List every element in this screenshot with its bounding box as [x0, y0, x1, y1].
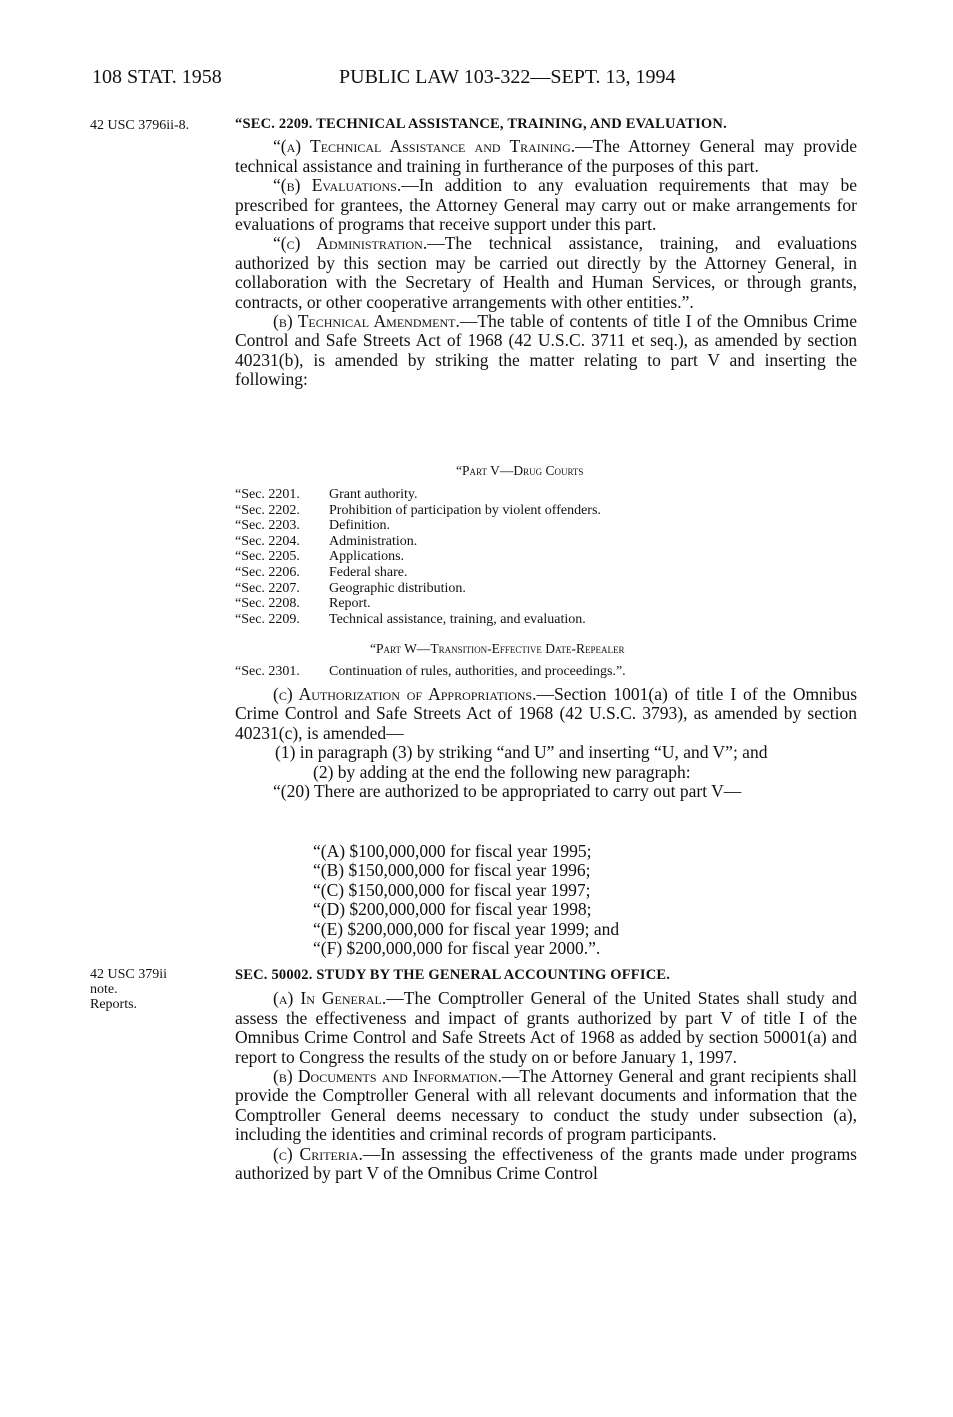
subsection-c-text: —In assessing the effectiveness of the grants made under programs authorized by part V of the Omnibus Crime Control [235, 1143, 857, 1184]
toc-sec-number: “Sec. 2206. [235, 564, 300, 580]
margin-note-line-2: note. [90, 982, 118, 997]
amount-b: “(B) $150,000,000 for fiscal year 1996; [313, 860, 591, 881]
sec-2209-subsection-b [235, 176, 857, 234]
page-stat-number: 108 STAT. 1958 [92, 66, 222, 88]
authorization-item-2: (2) by adding at the end the following new paragraph: [313, 761, 691, 782]
sec-2209-heading: “SEC. 2209. TECHNICAL ASSISTANCE, TRAINING, AND EVALUATION. [235, 116, 727, 132]
technical-amendment [235, 312, 857, 390]
toc-sec-title: Prohibition of participation by violent offenders. [329, 502, 601, 518]
toc-row [235, 534, 601, 550]
subsection-b-label: (b) Documents and Information. [273, 1066, 502, 1087]
authorization-label: (c) Authorization of Appropriations. [273, 684, 537, 704]
toc-sec-number: “Sec. 2207. [235, 580, 300, 596]
authorization-intro [235, 685, 857, 743]
toc-sec-number: “Sec. 2203. [235, 518, 300, 534]
toc-row [235, 664, 626, 680]
subsection-c-label: (c) Criteria. [273, 1143, 363, 1164]
toc-sec-title: Technical assistance, training, and evaluation. [329, 611, 586, 627]
toc-sec-number: “Sec. 2208. [235, 596, 300, 612]
toc-sec-number: “Sec. 2301. [235, 664, 300, 679]
sec-2209-block [235, 115, 857, 390]
toc-row [235, 549, 601, 565]
toc-sec-number: “Sec. 2202. [235, 502, 300, 518]
toc-part-w-list [235, 664, 626, 680]
subsection-b-label: “(b) Evaluations. [273, 175, 402, 196]
subsection-c-label: “(c) Administration. [273, 233, 428, 254]
toc-sec-title: Federal share. [329, 564, 408, 580]
subsection-a-text: —The Comptroller General of the United States shall study and assess the effectiveness and impact of grants authorized by part V of title I of the Omnibus Crime Control and Safe Streets Act of 1968 as added by section 50001(a) and report to Congress the results of the study on or before January 1, 1997. [235, 988, 857, 1067]
toc-row [235, 581, 601, 597]
toc-sec-title: Administration. [329, 533, 418, 549]
toc-row [235, 503, 601, 519]
toc-sec-title: Grant authority. [329, 487, 418, 502]
toc-sec-number: “Sec. 2201. [235, 487, 300, 502]
subsection-a-label: (a) In General. [273, 988, 387, 1009]
toc-row [235, 596, 601, 612]
amount-f: “(F) $200,000,000 for fiscal year 2000.”. [313, 938, 601, 959]
subsection-c-text: —The technical assistance, training, and evaluations authorized by this section may be carried out directly by the Attorney General, in collaboration with the Secretary of Health and Human Services, or through grants, contracts, or other cooperative arrangements with other entities.”. [235, 233, 857, 312]
subsection-a-label: “(a) Technical Assistance and Training. [273, 136, 576, 157]
running-title: PUBLIC LAW 103-322—SEPT. 13, 1994 [339, 66, 676, 88]
amount-e: “(E) $200,000,000 for fiscal year 1999; and [313, 918, 620, 939]
paragraph-20: “(20) There are authorized to be appropriated to carry out part V— [273, 781, 742, 802]
toc-row [235, 518, 601, 534]
sec-2209-subsection-c [235, 234, 857, 312]
subsection-b-text: —In addition to any evaluation requirements that may be prescribed for grantees, the Attorney General may carry out or make arrangements for evaluations of programs that receive support under this part. [235, 175, 857, 235]
toc-sec-title: Report. [329, 596, 371, 612]
sec-50002-heading: SEC. 50002. STUDY BY THE GENERAL ACCOUNTING OFFICE. [235, 967, 671, 983]
authorization-block [235, 685, 857, 801]
subsection-b-text: —The Attorney General and grant recipients shall provide the Comptroller General with all relevant documents and information that the Comptroller General deems necessary to conduct the study under subsection (a), including the identities and criminal records of program participants. [235, 1066, 857, 1145]
sec-2209-subsection-a [235, 137, 857, 176]
authorization-item-1: (1) in paragraph (3) by striking “and U” and inserting “U, and V”; and [275, 742, 768, 763]
toc-sec-number: “Sec. 2205. [235, 549, 300, 565]
margin-note-usc-3796ii-8: 42 USC 3796ii-8. [90, 118, 190, 133]
toc-part-w-title: “Part W—Transition-Effective Date-Repealer [370, 641, 625, 656]
toc-part-v-list [235, 487, 601, 627]
technical-amendment-label: (b) Technical Amendment. [273, 311, 460, 332]
amount-d: “(D) $200,000,000 for fiscal year 1998; [313, 899, 592, 920]
margin-note-line-1: 42 USC 379ii [90, 967, 168, 982]
sec-50002-block [235, 966, 857, 1183]
subsection-a-text: —The Attorney General may provide technical assistance and training in furtherance of the purposes of this part. [235, 136, 857, 176]
amount-c: “(C) $150,000,000 for fiscal year 1997; [313, 879, 591, 900]
toc-sec-title: Applications. [329, 549, 405, 565]
toc-row [235, 612, 601, 628]
sec-50002-subsection-a [235, 989, 857, 1067]
margin-note-usc-379ii [90, 967, 167, 1012]
technical-amendment-text: —The table of contents of title I of the Omnibus Crime Control and Safe Streets Act of 1968 (42 U.S.C. 3711 et seq.), as amended by section 40231(b), is amended by striking the matter relating to part V and inserting the following: [235, 311, 857, 390]
toc-row [235, 487, 601, 503]
margin-note-line-3: Reports. [90, 997, 138, 1012]
sec-50002-subsection-b [235, 1067, 857, 1145]
toc-row [235, 565, 601, 581]
toc-sec-title: Continuation of rules, authorities, and proceedings.”. [329, 664, 626, 679]
sec-50002-subsection-c [235, 1145, 857, 1184]
authorization-text: —Section 1001(a) of title I of the Omnibus Crime Control and Safe Streets Act of 1968 (42 U.S.C. 3793), as amended by section 40231(c), is amended— [235, 684, 857, 743]
toc-part-v-title: “Part V—Drug Courts [456, 463, 584, 478]
toc-sec-title: Definition. [329, 518, 391, 534]
toc-sec-number: “Sec. 2209. [235, 611, 300, 627]
toc-sec-title: Geographic distribution. [329, 580, 466, 596]
toc-sec-number: “Sec. 2204. [235, 533, 300, 549]
appropriation-amounts [313, 842, 619, 958]
amount-a: “(A) $100,000,000 for fiscal year 1995; [313, 841, 592, 861]
